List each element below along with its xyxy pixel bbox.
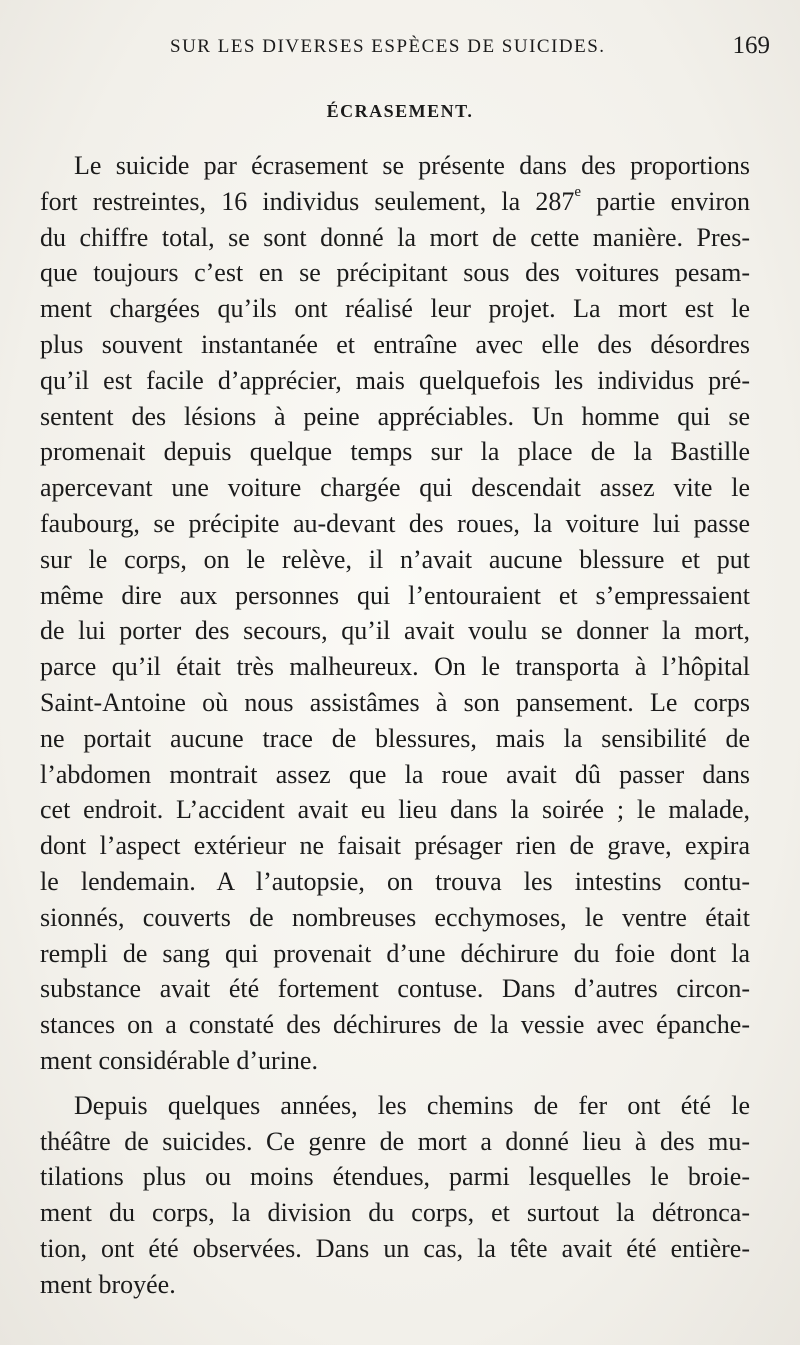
paragraph-1: [40, 148, 750, 1079]
text-line: le lendemain. A l’autopsie, on trouva les intestins contu-: [40, 866, 750, 896]
text-line: sur le corps, on le relève, il n’avait aucune blessure et put: [40, 544, 750, 574]
text-line: tilations plus ou moins étendues, parmi lesquelles le broie-: [40, 1162, 750, 1192]
text-line: ne portait aucune trace de blessures, mais la sensibilité de: [40, 723, 750, 753]
text-line: sionnés, couverts de nombreuses ecchymoses, le ventre était: [40, 902, 750, 932]
text-line: [40, 184, 750, 220]
page-number: 169: [732, 32, 770, 59]
text-fragment: fort restreintes, 16 individus seulement, la 287: [40, 186, 575, 216]
superscript: e: [574, 183, 582, 200]
text-line: Depuis quelques années, les chemins de fer ont été le: [74, 1090, 750, 1120]
text-line: ment chargées qu’ils ont réalisé leur projet. La mort est le: [40, 294, 750, 324]
text-line: du chiffre total, se sont donné la mort de cette manière. Pres-: [40, 222, 750, 252]
text-line: qu’il est facile d’apprécier, mais quelquefois les individus pré-: [40, 365, 750, 395]
text-fragment: partie environ: [581, 186, 750, 216]
text-line: sentent des lésions à peine appréciables. Un homme qui se: [40, 401, 750, 431]
running-header: SUR LES DIVERSES ESPÈCES DE SUICIDES.: [170, 36, 606, 57]
text-line: de lui porter des secours, qu’il avait voulu se donner la mort,: [40, 616, 750, 646]
text-line: même dire aux personnes qui l’entouraient et s’empressaient: [40, 580, 750, 610]
text-line: dont l’aspect extérieur ne faisait présager rien de grave, expira: [40, 831, 750, 861]
text-line: tion, ont été observées. Dans un cas, la tête avait été entière-: [40, 1233, 750, 1263]
text-line: parce qu’il était très malheureux. On le transporta à l’hôpital: [40, 652, 750, 682]
text-line: promenait depuis quelque temps sur la place de la Bastille: [40, 437, 750, 467]
text-line: rempli de sang qui provenait d’une déchirure du foie dont la: [40, 938, 750, 968]
text-line: l’abdomen montrait assez que la roue avait dû passer dans: [40, 759, 750, 789]
text-line: Le suicide par écrasement se présente dans des proportions: [74, 151, 750, 180]
section-title: ÉCRASEMENT.: [326, 101, 474, 121]
text-line: apercevant une voiture chargée qui descendait assez vite le: [40, 473, 750, 503]
text-line: Saint-Antoine où nous assistâmes à son pansement. Le corps: [40, 687, 750, 717]
body-text: [40, 148, 750, 1303]
paragraph-2: [40, 1088, 750, 1303]
text-line: ment du corps, la division du corps, et surtout la détronca-: [40, 1198, 750, 1228]
text-line: faubourg, se précipite au-devant des roues, la voiture lui passe: [40, 508, 750, 538]
text-line: cet endroit. L’accident avait eu lieu dans la soirée ; le malade,: [40, 795, 750, 825]
text-line: stances on a constaté des déchirures de la vessie avec épanche-: [40, 1010, 750, 1040]
text-line: que toujours c’est en se précipitant sous des voitures pesam-: [40, 258, 750, 288]
text-line: plus souvent instantanée et entraîne avec elle des désordres: [40, 329, 750, 359]
text-line: substance avait été fortement contuse. Dans d’autres circon-: [40, 974, 750, 1004]
text-line: ment broyée.: [40, 1269, 176, 1299]
text-line: théâtre de suicides. Ce genre de mort a donné lieu à des mu-: [40, 1126, 750, 1156]
text-line: ment considérable d’urine.: [40, 1045, 318, 1075]
